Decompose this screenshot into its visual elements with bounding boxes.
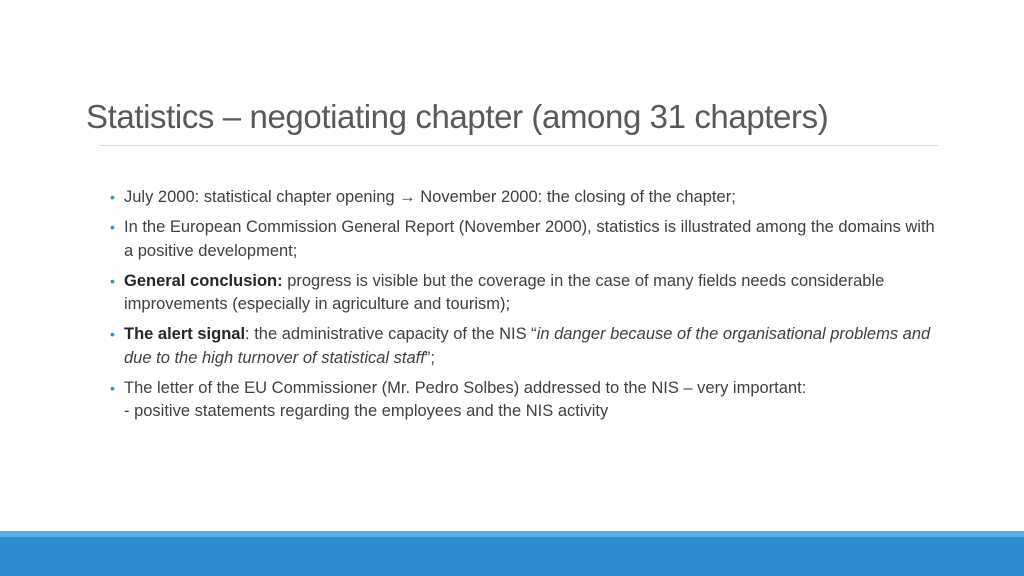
bullet-icon: • xyxy=(110,189,115,205)
bullet-item-4 xyxy=(110,323,940,370)
bullet-4-lead: The alert signal xyxy=(124,325,246,343)
footer-band xyxy=(0,537,1024,576)
bullet-icon: • xyxy=(110,326,115,342)
bullet-4-quote: in danger because of the organisational problems and due to the high turnover of statistical staff xyxy=(124,325,931,367)
bullet-item-3 xyxy=(110,270,940,317)
bullet-icon: • xyxy=(110,379,115,396)
title-divider xyxy=(100,145,938,146)
bullet-2-text: In the European Commission General Report (November 2000), statistics is illustrated among the domains with a positive development; xyxy=(124,218,935,260)
bullet-list xyxy=(110,186,940,424)
bullet-icon: • xyxy=(110,272,115,289)
bullet-4-end: ”; xyxy=(424,348,435,367)
bullet-5-line2: - positive statements regarding the employees and the NIS activity xyxy=(124,402,609,420)
bullet-item-5 xyxy=(110,377,940,424)
slide-content xyxy=(110,186,940,430)
bullet-1-text: July 2000: statistical chapter opening → November 2000: the closing of the chapter; xyxy=(124,188,736,206)
bullet-item-1 xyxy=(110,186,940,210)
bullet-4-text: : the administrative capacity of the NIS “ xyxy=(245,325,537,343)
bullet-3-text: progress is visible but the coverage in the case of many fields needs considerable improvements (especially in agriculture and tourism); xyxy=(124,271,885,313)
bullet-item-2 xyxy=(110,216,940,263)
bullet-3-lead: General conclusion: xyxy=(124,271,283,290)
slide-title: Statistics – negotiating chapter (among 31 chapters) xyxy=(86,98,829,135)
bullet-5-line1: The letter of the EU Commissioner (Mr. Pedro Solbes) addressed to the NIS – very important: xyxy=(124,378,807,397)
bullet-icon: • xyxy=(110,219,115,235)
